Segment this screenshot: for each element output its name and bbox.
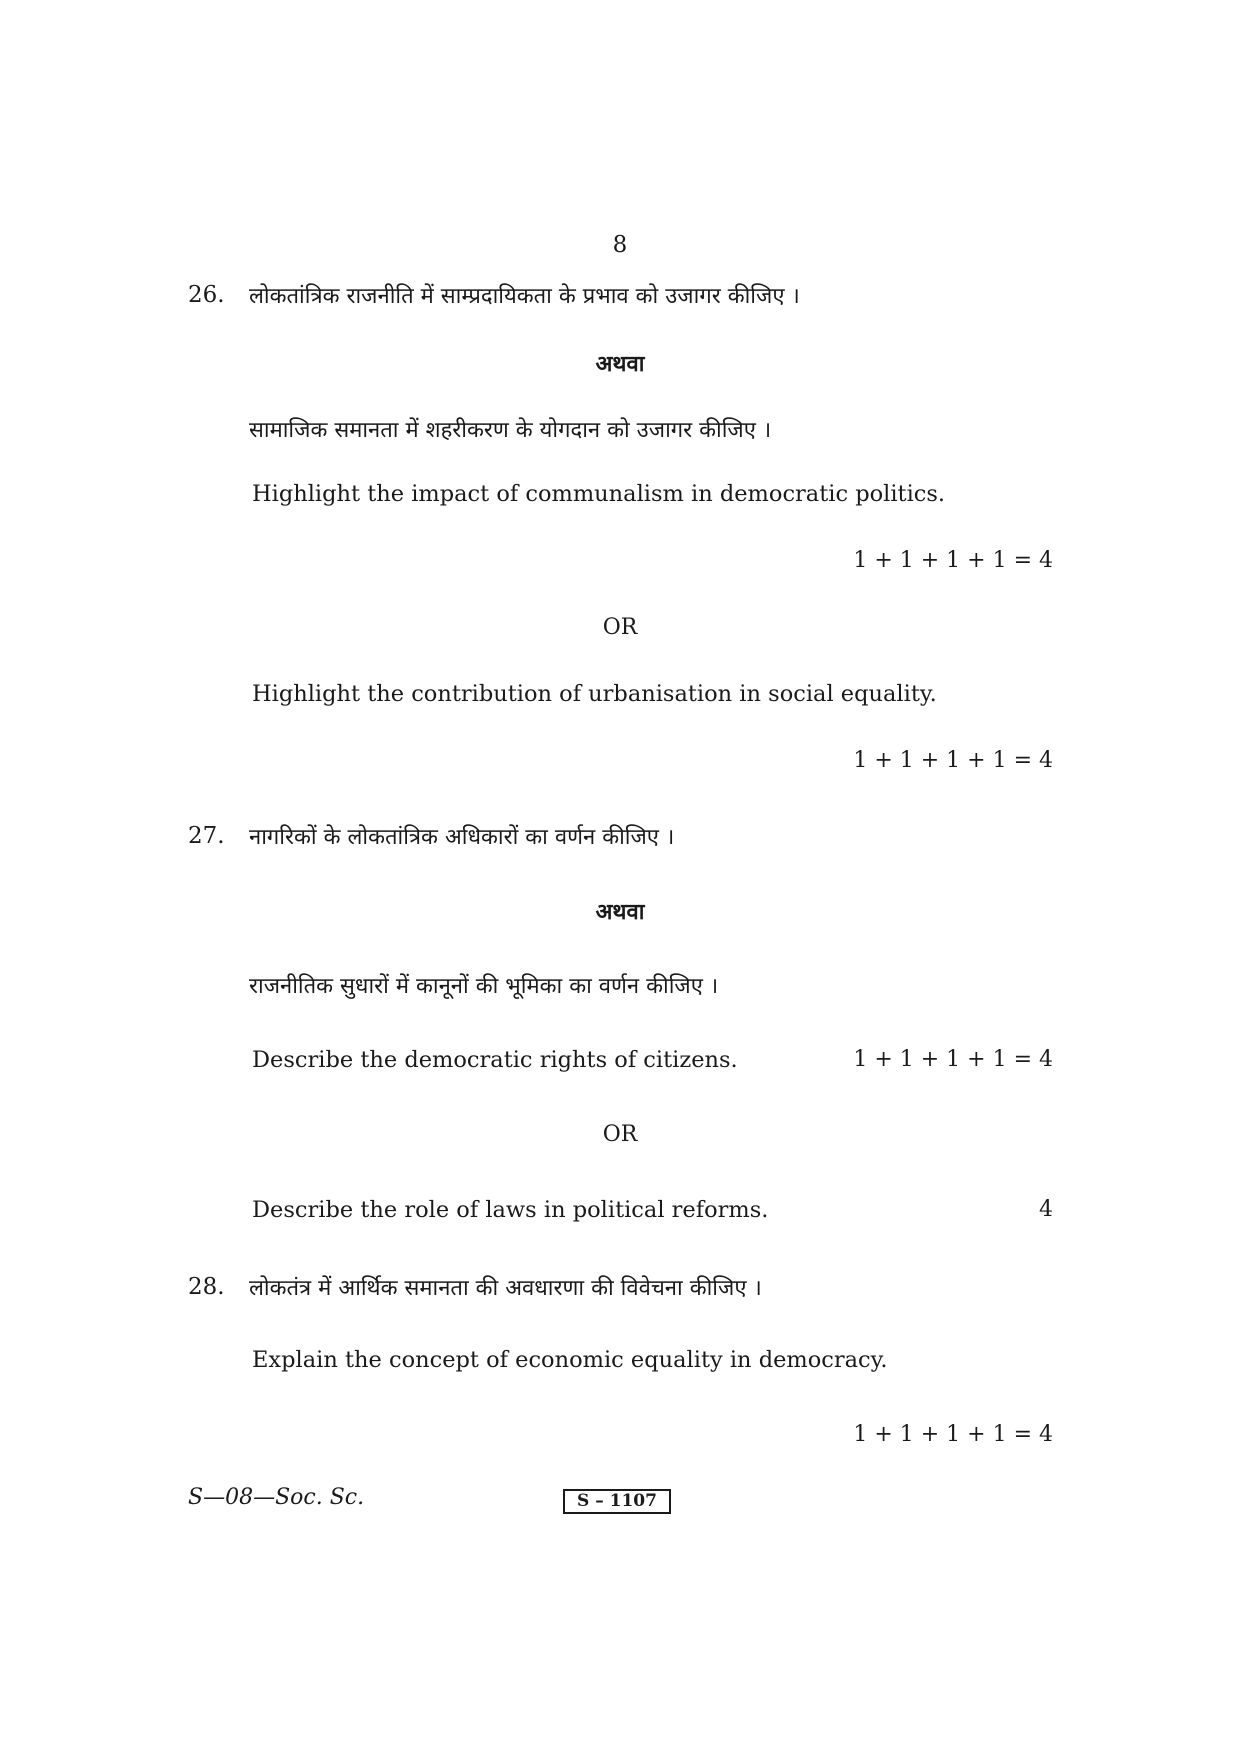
footer-series-box: S – 1107 [563,1489,671,1514]
question-26-marks: 1 + 1 + 1 + 1 = 4 [853,548,1053,573]
question-27-alt-english: Describe the role of laws in political reforms. [252,1197,769,1223]
question-27-alt-hindi: राजनीतिक सुधारों में कानूनों की भूमिका का वर्णन कीजिए । [249,974,719,999]
question-27-english: Describe the democratic rights of citizens. [252,1047,738,1073]
question-27-or-hindi: अथवा [595,899,645,925]
question-27-alt-marks: 4 [1039,1197,1053,1222]
question-27-or-english: OR [602,1122,638,1147]
question-26-alt-marks: 1 + 1 + 1 + 1 = 4 [853,748,1053,773]
question-28-marks: 1 + 1 + 1 + 1 = 4 [853,1422,1053,1447]
question-26-hindi: लोकतांत्रिक राजनीति में साम्प्रदायिकता के प्रभाव को उजागर कीजिए । [249,284,800,309]
page-number: 8 [612,232,628,258]
question-26-alt-english: Highlight the contribution of urbanisation in social equality. [252,681,937,707]
question-26-english: Highlight the impact of communalism in democratic politics. [252,481,946,507]
question-26-or-english: OR [602,615,638,640]
question-28-number: 28. [188,1274,225,1300]
footer-paper-code: S—08—Soc. Sc. [188,1485,365,1510]
question-28-hindi: लोकतंत्र में आर्थिक समानता की अवधारणा की विवेचना कीजिए । [249,1276,762,1301]
question-27-hindi: नागरिकों के लोकतांत्रिक अधिकारों का वर्णन कीजिए । [249,825,675,850]
question-27-number: 27. [188,823,225,849]
question-26-alt-hindi: सामाजिक समानता में शहरीकरण के योगदान को उजागर कीजिए । [249,418,772,443]
question-28-english: Explain the concept of economic equality in democracy. [252,1347,888,1373]
question-26-or-hindi: अथवा [595,351,645,377]
question-27-marks: 1 + 1 + 1 + 1 = 4 [853,1047,1053,1072]
question-26-number: 26. [188,282,225,308]
